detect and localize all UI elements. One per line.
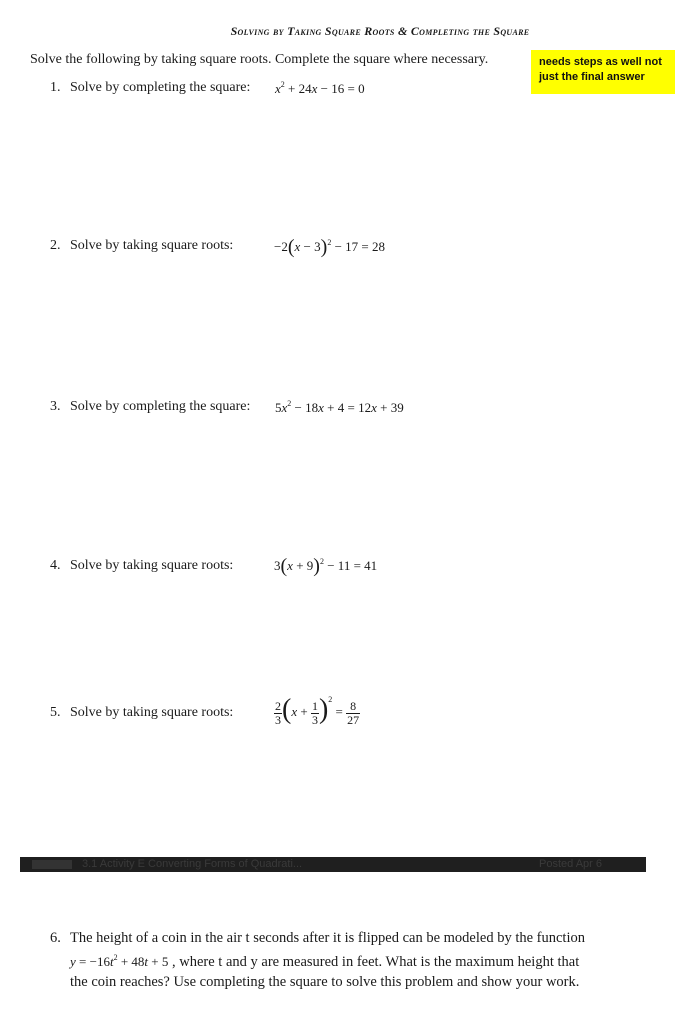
problem-number: 2. [50,238,61,253]
problem-label: Solve by taking square roots: [70,705,234,720]
banner-text: 3.1 Activity E Converting Forms of Quadrati... [82,858,303,870]
problem-number: 5. [50,705,61,720]
problem-2-equation: $-2(x - 3)^2 - 17 = 28$ [274,236,385,258]
problem-6-equation: $y = -16t^2 + 48t + 5$ [70,953,169,969]
problem-1 [50,80,250,96]
thumbnail-icon [32,860,72,869]
problem-5-equation: $\frac{2}{3}$ (x + $\frac{1}{3}$ )$^2$ = $\frac{8}{27}$ [275,694,360,727]
problem-6 [50,928,630,992]
problem-number: 1. [50,80,61,95]
problem-3-equation: $5x^2 - 18x + 4 = 12x + 39$ [275,399,404,415]
problem-1-equation: $x^2 + 24x - 16 = 0$ [275,80,365,96]
problem-6-line-2: , where t and y are measured in feet. What is the maximum height that [168,954,580,970]
problem-number: 4. [50,558,61,573]
problem-6-line-1: The height of a coin in the air t seconds after it is flipped can be modeled by the function [70,930,585,946]
problem-2 [50,238,233,254]
highlight-note: needs steps as well not just the final answer [531,50,675,94]
problem-label: Solve by completing the square: [70,80,251,95]
worksheet-title: Solving by Taking Square Roots & Completing the Square [230,24,530,38]
problem-label: Solve by taking square roots: [70,238,234,253]
problem-4 [50,558,233,574]
banner-date: Posted Apr 6 [539,858,602,870]
problem-5 [50,705,233,721]
problem-6-line-3: the coin reaches? Use completing the square to solve this problem and show your work. [70,974,580,990]
problem-number: 6. [50,930,61,946]
instructions: Solve the following by taking square roots. Complete the square where necessary. [30,52,489,67]
problem-label: Solve by completing the square: [70,399,251,414]
problem-label: Solve by taking square roots: [70,558,234,573]
problem-3 [50,399,250,415]
problem-number: 3. [50,399,61,414]
overlay-banner[interactable] [20,857,646,872]
problem-4-equation: $3(x + 9)^2 - 11 = 41$ [274,555,378,577]
